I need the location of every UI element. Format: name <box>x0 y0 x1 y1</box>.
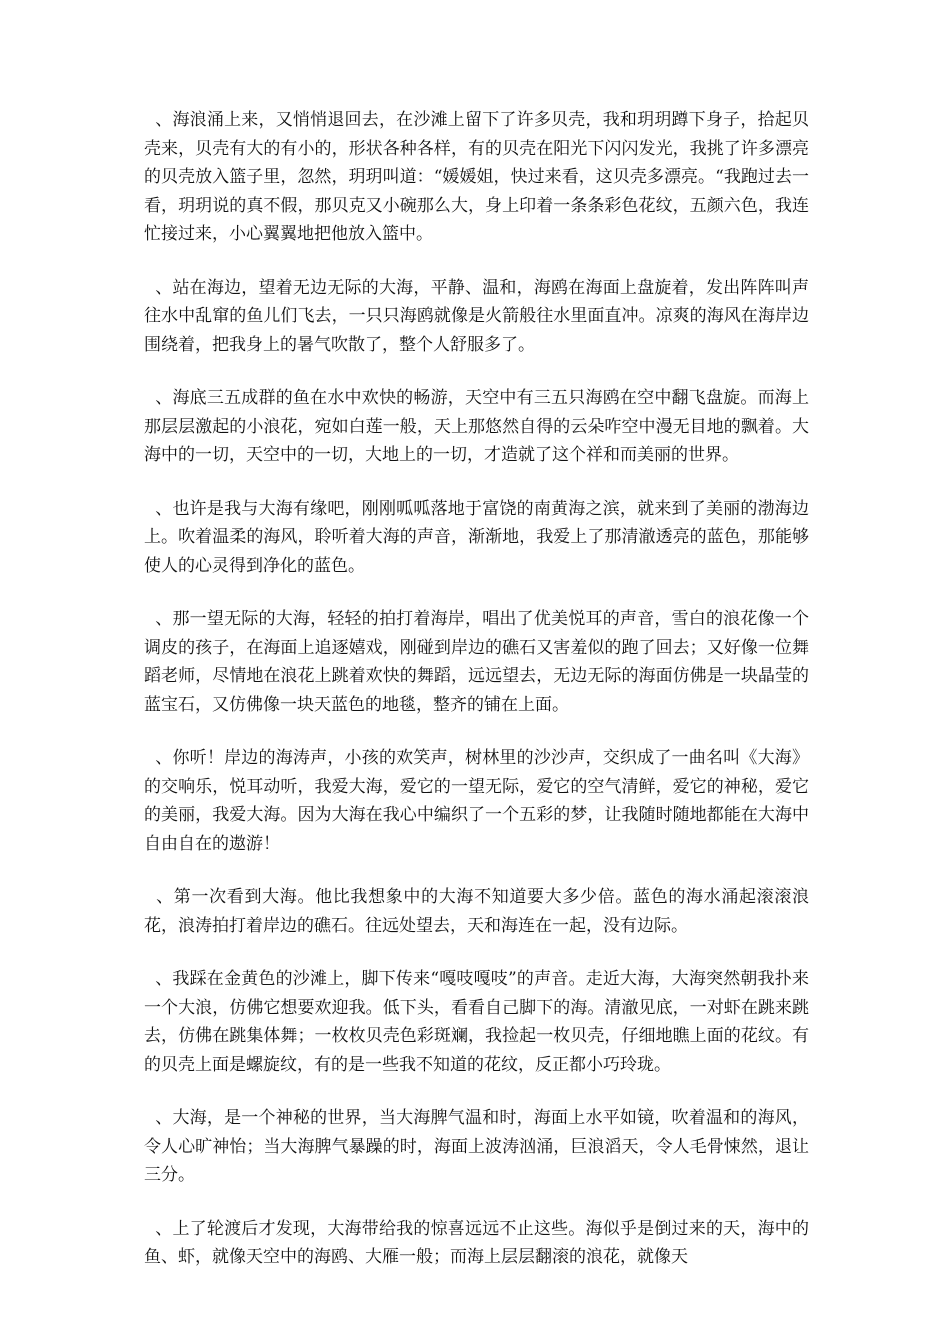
paragraph-1: 、海浪涌上来，又悄悄退回去，在沙滩上留下了许多贝壳，我和玥玥蹲下身子，拾起贝壳来，贝壳有大的有小的，形状各种各样，有的贝壳在阳光下闪闪发光，我挑了许多漂亮的贝壳放入篮子里，忽然，玥玥叫道：“媛媛姐，快过来看，这贝壳多漂亮。“我跑过去一看，玥玥说的真不假，那贝克又小碗那么大，身上印着一条条彩色花纹，五颜六色，我连忙接过来，小心翼翼地把他放入篮中。 <box>144 110 810 244</box>
document-body <box>144 106 809 1297</box>
paragraph-6: 、你听！岸边的海涛声，小孩的欢笑声，树林里的沙沙声，交织成了一曲名叫《大海》的交响乐，悦耳动听，我爱大海，爱它的一望无际，爱它的空气清鲜，爱它的神秘，爱它的美丽，我爱大海。因为大海在我心中编织了一个五彩的梦，让我随时随地都能在大海中自由自在的遨游！ <box>144 748 810 854</box>
paragraph-4: 、也许是我与大海有缘吧，刚刚呱呱落地于富饶的南黄海之滨，就来到了美丽的渤海边上。吹着温柔的海风，聆听着大海的声音，渐渐地，我爱上了那清澈透亮的蓝色，那能够使人的心灵得到净化的蓝色。 <box>144 498 810 576</box>
paragraph-3: 、海底三五成群的鱼在水中欢快的畅游，天空中有三五只海鸥在空中翻飞盘旋。而海上那层层激起的小浪花，宛如白莲一般，天上那悠然自得的云朵咋空中漫无目地的飘着。大海中的一切，天空中的一切，大地上的一切，才造就了这个祥和而美丽的世界。 <box>144 388 810 465</box>
paragraph-2: 、站在海边，望着无边无际的大海，平静、温和，海鸥在海面上盘旋着，发出阵阵叫声往水中乱窜的鱼儿们飞去，一只只海鸥就像是火箭般往水里面直冲。凉爽的海风在海岸边围绕着，把我身上的暑气吹散了，整个人舒服多了。 <box>144 277 810 355</box>
paragraph-10: 、上了轮渡后才发现，大海带给我的惊喜远远不止这些。海似乎是倒过来的天，海中的鱼、虾，就像天空中的海鸥、大雁一般；而海上层层翻滚的浪花，就像天 <box>144 1218 810 1267</box>
paragraph-5: 、那一望无际的大海，轻轻的拍打着海岸，唱出了优美悦耳的声音，雪白的浪花像一个调皮的孩子，在海面上追逐嬉戏，刚碰到岸边的礁石又害羞似的跑了回去；又好像一位舞蹈老师，尽情地在浪花上跳着欢快的舞蹈，远远望去，无边无际的海面仿佛是一块晶莹的蓝宝石，又仿佛像一块天蓝色的地毯，整齐的铺在上面。 <box>144 609 810 715</box>
paragraph-9: 、大海，是一个神秘的世界，当大海脾气温和时，海面上水平如镜，吹着温和的海风，令人心旷神怡；当大海脾气暴躁的时，海面上波涛汹涌，巨浪滔天，令人毛骨悚然，退让三分。 <box>144 1108 810 1185</box>
paragraph-8: 、我踩在金黄色的沙滩上，脚下传来“嘎吱嘎吱”的声音。走近大海，大海突然朝我扑来一个大浪，仿佛它想要欢迎我。低下头，看看自己脚下的海。清澈见底，一对虾在跳来跳去，仿佛在跳集体舞；一枚枚贝壳色彩斑斓，我捡起一枚贝壳，仔细地瞧上面的花纹。有的贝壳上面是螺旋纹，有的是一些我不知道的花纹，反正都小巧玲珑。 <box>144 969 809 1075</box>
paragraph-7: 、第一次看到大海。他比我想象中的大海不知道要大多少倍。蓝色的海水涌起滚滚浪花，浪涛拍打着岸边的礁石。往远处望去，天和海连在一起，没有边际。 <box>144 887 810 936</box>
